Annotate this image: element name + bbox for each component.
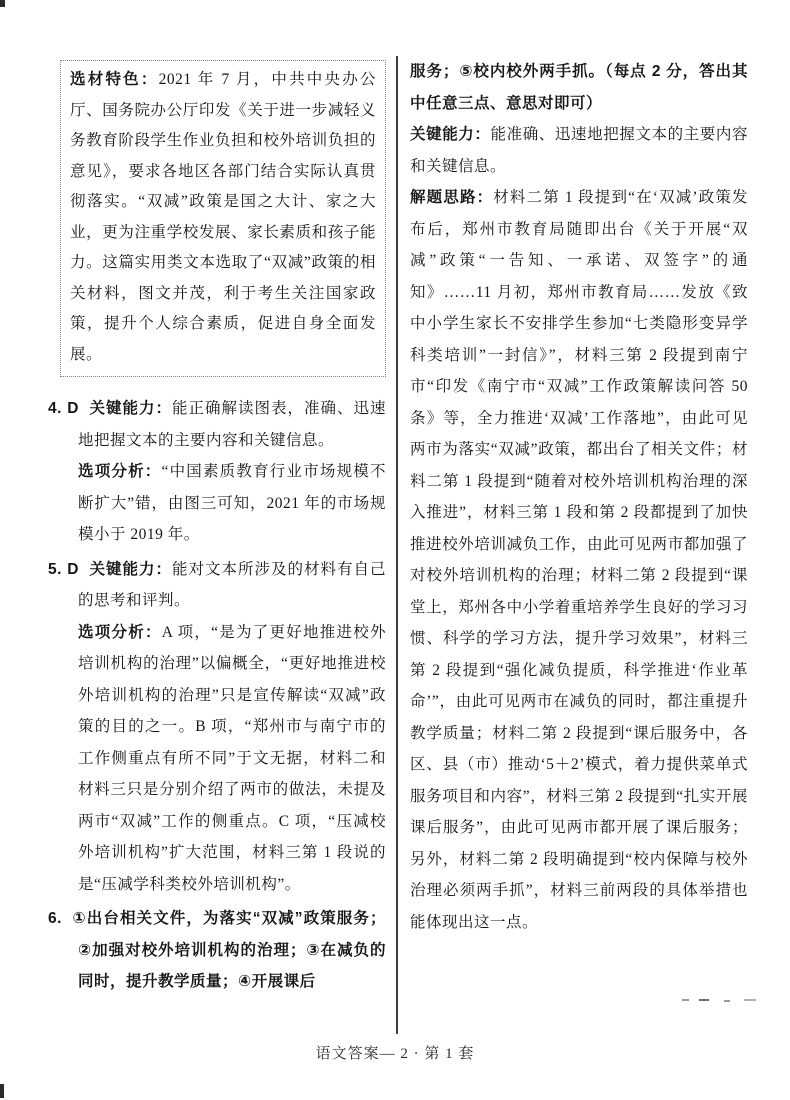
answer-item-6 [48, 903, 386, 998]
answer-item-4 [48, 393, 386, 551]
scan-artifact-top-left [0, 0, 5, 7]
left-column [48, 56, 386, 1001]
option-analysis-label: 选项分析： [78, 623, 162, 641]
right-column [410, 56, 748, 938]
feature-box-text: 2021 年 7 月，中共中央办公厅、国务院办公厅印发《关于进一步减轻义务教育阶段学生作业负担和校外培训负担的意见》，要求各地区各部门结合实际认真贯彻落实。“双减”政策是国之大计、家之大业，更为注重学校发展、家长素质和孩子能力。这篇实用类文本选取了“双减”政策的相关材料，图文并茂，利于考生关注国家政策，提升个人综合素质，促进自身全面发展。 [70, 71, 376, 363]
column-divider [396, 56, 398, 1034]
option-analysis-text: A 项，“是为了更好地推进校外培训机构的治理”以偏概全，“更好地推进校外培训机构的治理”只是宣传解读“双减”政策的目的之一。B 项，“郑州市与南宁市的工作侧重点有所不同”于文无据，材料二和材料三只是分别介绍了两市的做法，未提及两市“双减”工作的侧重点。C 项，“压减校外培训机构”扩大范围，材料三第 1 段说的是“压减学科类校外培训机构”。 [78, 623, 386, 893]
option-analysis-text: “中国素质教育行业市场规模不断扩大”错，由图三可知，2021 年的市场规模小于 2019 年。 [78, 463, 386, 543]
page-footer: 语文答案— 2 · 第 1 套 [315, 1046, 475, 1062]
question-number: 6. [48, 910, 62, 927]
solution-approach-label: 解题思路： [410, 189, 494, 206]
key-ability-label: 关键能力： [88, 560, 172, 578]
question-number: 4. D [48, 400, 79, 417]
feature-summary-box [60, 60, 386, 377]
scan-artifact-dash [682, 999, 689, 1001]
key-ability-paragraph [410, 119, 748, 182]
scan-artifact-bottom-left [0, 1084, 4, 1098]
key-ability-text: 能准确、迅速地把握文本的主要内容和关键信息。 [410, 126, 748, 175]
key-ability-text: 能对文本所涉及的材料有自己的思考和评判。 [78, 560, 386, 609]
answer-item-6-continued: 服务；⑤校内校外两手抓。（每点 2 分，答出其中任意三点、意思对即可） [410, 63, 748, 112]
scan-artifact-dash [744, 999, 756, 1001]
solution-approach-paragraph [410, 182, 748, 938]
key-ability-label: 关键能力： [88, 400, 172, 417]
scan-artifact-dash [699, 999, 709, 1001]
answer-item-5 [48, 554, 386, 901]
key-ability-text: 能正确解读图表，准确、迅速地把握文本的主要内容和关键信息。 [78, 400, 386, 449]
key-ability-label: 关键能力： [410, 126, 491, 143]
scan-artifact-dash [724, 1000, 730, 1002]
question-number: 5. D [48, 560, 79, 578]
option-analysis-label: 选项分析： [78, 463, 162, 480]
solution-approach-text: 材料二第 1 段提到“在‘双减’政策发布后，郑州市教育局随即出台《关于开展“双减”政策“一告知、一承诺、双签字”的通知》……11 月初，郑州市教育局……发放《致中小学生家长不安排学生参加“七类隐形变异学科类培训”一封信》”，材料三第 2 段提到南宁市“印发《南宁市“双减”工作政策解读问答 50 条》等，全力推进‘双减’工作落地”，由此可见两市为落实“双减”政策，都出台了相关文件；材料二第 1 段提到“随着对校外培训机构治理的深入推进”，材料三第 1 段和第 2 段都提到了加快推进校外培训减负工作，由此可见两市都加强了对校外培训机构的治理；材料二第 2 段提到“课堂上，郑州各中小学着重培养学生良好的学习习惯、科学的学习方法，提升学习效果”，材料三第 2 段提到“强化减负提质，科学推进‘作业革命’”，由此可见两市在减负的同时，都注重提升教学质量；材料二第 2 段提到“课后服务中，各区、县（市）推动‘5＋2’模式，着力提供菜单式服务项目和内容”，材料三第 2 段提到“扎实开展课后服务”，由此可见两市都开展了课后服务；另外，材料二第 2 段明确提到“校内保障与校外治理必须两手抓”，材料三前两段的具体举措也能体现出这一点。 [410, 189, 748, 931]
feature-box-label: 选材特色： [70, 71, 159, 88]
answer-text: ①出台相关文件，为落实“双减”政策服务；②加强对校外培训机构的治理；③在减负的同时，提升教学质量；④开展课后 [71, 910, 386, 990]
